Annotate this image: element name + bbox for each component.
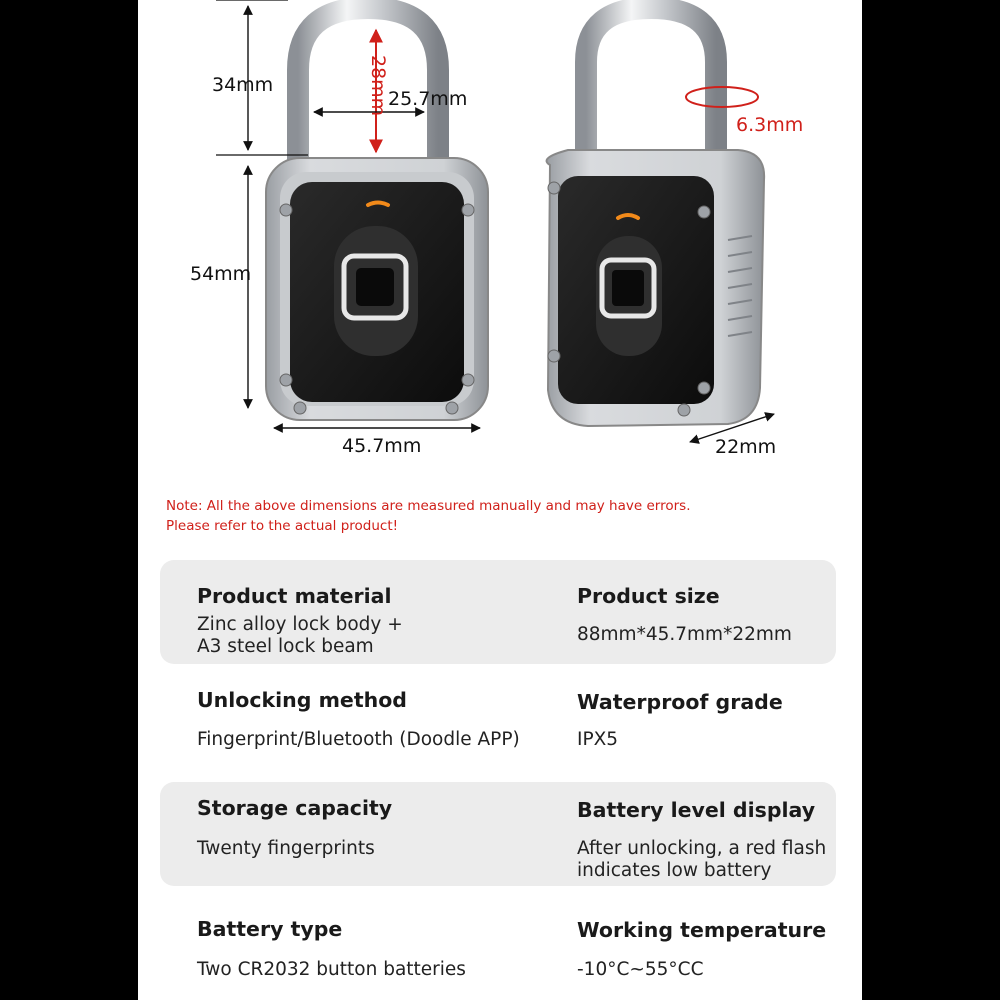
shackle-inner-width-label: 25.7mm [388,88,468,110]
spec-sheet-panel [138,0,862,1000]
spec-product-material [197,584,497,658]
spec-product-size [577,584,862,646]
padlock-illustration [138,0,862,480]
spec-label: Battery type [197,917,343,941]
spec-battery-level-display [577,798,862,882]
spec-value: 88mm*45.7mm*22mm [577,624,792,645]
note-line-1: Note: All the above dimensions are measured manually and may have errors. [166,498,691,514]
spec-working-temperature [577,918,862,981]
note-line-2: Please refer to the actual product! [166,518,399,534]
shackle-diameter-label: 6.3mm [736,114,804,136]
spec-label: Waterproof grade [577,690,783,714]
spec-waterproof-grade [577,690,862,751]
spec-label: Battery level display [577,798,816,822]
spec-value: Two CR2032 button batteries [197,959,466,980]
spec-label: Unlocking method [197,688,407,712]
spec-unlocking-method [197,688,520,751]
measurement-note [166,496,690,536]
body-width-label: 45.7mm [342,435,422,457]
spec-battery-type [197,917,497,981]
spec-value: Zinc alloy lock body + A3 steel lock beam [197,614,403,657]
product-figure [138,0,862,480]
spec-label: Product size [577,584,720,608]
body-height-label: 54mm [190,263,252,285]
spec-value: -10°C~55°CC [577,959,704,980]
spec-storage-capacity [197,796,497,860]
spec-value: After unlocking, a red flash indicates low battery [577,838,827,881]
spec-label: Working temperature [577,918,827,942]
side-lock [547,8,765,426]
spec-label: Storage capacity [197,796,393,820]
body-depth-label: 22mm [715,436,777,458]
shackle-height-label: 34mm [212,74,274,96]
shackle-inner-height-label: 28mm [367,55,389,117]
spec-value: IPX5 [577,729,619,750]
spec-value: Twenty fingerprints [197,838,375,859]
spec-label: Product material [197,584,392,608]
spec-value: Fingerprint/Bluetooth (Doodle APP) [197,729,520,750]
